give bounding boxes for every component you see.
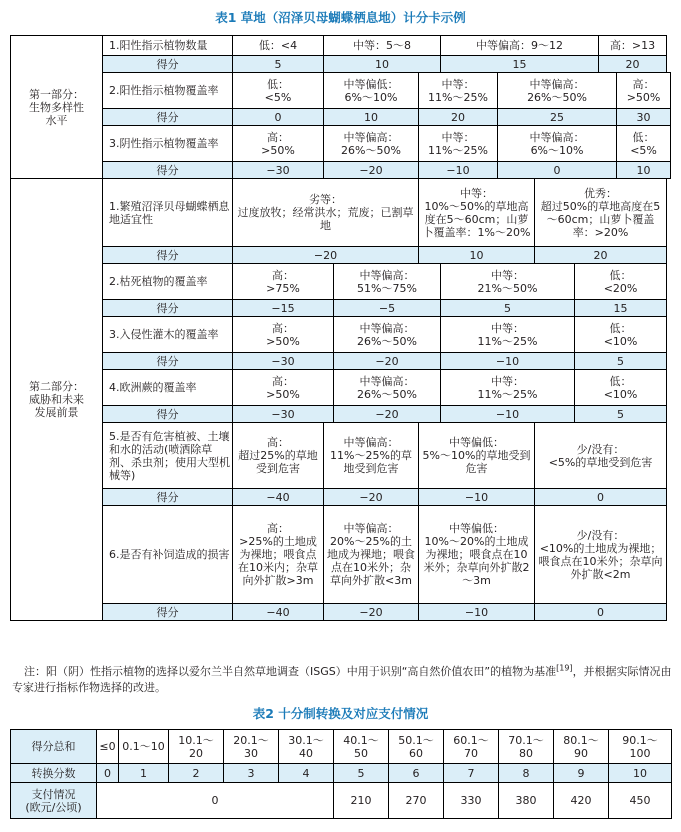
- s1-item3-level: 高： >50%: [233, 126, 324, 162]
- range-cell: 50.1～ 60: [389, 730, 444, 764]
- score-row: [11, 406, 671, 423]
- s2-item5-level: 少/没有： <5%的草地受到危害: [535, 423, 667, 489]
- score-cell: 10: [419, 247, 535, 264]
- score-label: 得分: [103, 56, 233, 73]
- payment-cell: 380: [499, 783, 554, 819]
- score-cell: −20: [233, 247, 419, 264]
- s2-item4-level: 高： >50%: [233, 370, 334, 406]
- score-label: 得分: [103, 489, 233, 506]
- table1-caption: 表1 草地（沼泽贝母蝴蝶栖息地）计分卡示例: [215, 10, 466, 25]
- score-cell: 30: [617, 109, 671, 126]
- score-cell: 0: [535, 604, 667, 621]
- s2-item6-level: 中等偏低： 10%～20%的土地成为裸地；喂食点在10米外；杂草向外扩散2～3m: [419, 506, 535, 604]
- score-row: [11, 56, 671, 73]
- s1-item3-row: [11, 126, 671, 162]
- s2-item3-criterion: 3.入侵性灌木的覆盖率: [103, 317, 233, 353]
- payment-cell: 0: [97, 783, 334, 819]
- score-label: 得分: [103, 604, 233, 621]
- s1-item2-level: 中等偏低： 6%～10%: [324, 73, 419, 109]
- conversion-table: [10, 729, 672, 819]
- score-cell: 5: [233, 56, 324, 73]
- score-cell: 0: [535, 489, 667, 506]
- s2-item1-row: [11, 179, 671, 247]
- s2-item3-level: 中等： 11%～25%: [441, 317, 575, 353]
- s2-item6-level: 中等偏高： 20%～25%的土地成为裸地；喂食点在10米外；杂草向外扩散<3m: [324, 506, 419, 604]
- score-cell: −10: [419, 489, 535, 506]
- s1-item2-level: 低： <5%: [233, 73, 324, 109]
- s2-item1-level: 优秀： 超过50%的草地高度在5～60cm；山萝卜覆盖率：>20%: [535, 179, 667, 247]
- s2-item4-row: [11, 370, 671, 406]
- s1-item2-level: 高： >50%: [617, 73, 671, 109]
- score-cell: 5: [441, 300, 575, 317]
- range-cell: 40.1～ 50: [334, 730, 389, 764]
- s2-item4-level: 低： <10%: [575, 370, 667, 406]
- score-cell: 20: [599, 56, 667, 73]
- score-cell: 0: [233, 109, 324, 126]
- converted-cell: 6: [389, 764, 444, 783]
- payment-cell: 210: [334, 783, 389, 819]
- s1-item1-level: 中等偏高：9～12: [441, 36, 599, 56]
- score-cell: −10: [441, 406, 575, 423]
- range-cell: 80.1～ 90: [554, 730, 609, 764]
- payment-cell: 330: [444, 783, 499, 819]
- score-row: [11, 109, 671, 126]
- payment-row: [11, 783, 672, 819]
- scorecard-table: [10, 35, 671, 621]
- score-label: 得分: [103, 353, 233, 370]
- section1-label: 第一部分： 生物多样性 水平: [11, 36, 103, 179]
- score-cell: −40: [233, 604, 324, 621]
- score-row: [11, 489, 671, 506]
- score-cell: 10: [324, 56, 441, 73]
- range-cell: 20.1～ 30: [224, 730, 279, 764]
- score-cell: −30: [233, 406, 334, 423]
- s1-item3-criterion: 3.阴性指示植物覆盖率: [103, 126, 233, 162]
- range-cell: ≤0: [97, 730, 119, 764]
- converted-cell: 1: [119, 764, 169, 783]
- score-row: [11, 162, 671, 179]
- s2-item1-level: 中等： 10%～50%的草地高度在5～60cm；山萝卜覆盖率：1%～20%: [419, 179, 535, 247]
- range-cell: 70.1～ 80: [499, 730, 554, 764]
- s2-item5-level: 中等偏高： 11%～25%的草地受到危害: [324, 423, 419, 489]
- s2-item2-level: 高： >75%: [233, 264, 334, 300]
- score-cell: −10: [419, 604, 535, 621]
- score-cell: 20: [419, 109, 498, 126]
- score-cell: −40: [233, 489, 324, 506]
- s1-item1-level: 中等：5～8: [324, 36, 441, 56]
- converted-cell: 2: [169, 764, 224, 783]
- score-cell: 0: [498, 162, 617, 179]
- score-row: [11, 300, 671, 317]
- s2-item2-row: [11, 264, 671, 300]
- score-row: [11, 353, 671, 370]
- s2-item4-level: 中等偏高： 26%～50%: [334, 370, 441, 406]
- converted-cell: 0: [97, 764, 119, 783]
- s1-item1-level: 低：<4: [233, 36, 324, 56]
- s2-item3-row: [11, 317, 671, 353]
- score-cell: 5: [575, 406, 667, 423]
- row-label-payment: 支付情况 (欧元/公顷): [11, 783, 97, 819]
- s2-item4-level: 中等： 11%～25%: [441, 370, 575, 406]
- score-label: 得分: [103, 247, 233, 264]
- converted-row: [11, 764, 672, 783]
- converted-cell: 8: [499, 764, 554, 783]
- payment-cell: 450: [609, 783, 672, 819]
- s2-item2-level: 中等偏高： 51%～75%: [334, 264, 441, 300]
- range-cell: 90.1～ 100: [609, 730, 672, 764]
- s1-item3-level: 中等偏高： 26%～50%: [324, 126, 419, 162]
- s2-item2-criterion: 2.枯死植物的覆盖率: [103, 264, 233, 300]
- score-cell: −20: [334, 406, 441, 423]
- converted-cell: 10: [609, 764, 672, 783]
- s2-item5-level: 高： 超过25%的草地受到危害: [233, 423, 324, 489]
- s2-item5-level: 中等偏低： 5%～10%的草地受到危害: [419, 423, 535, 489]
- score-label: 得分: [103, 406, 233, 423]
- converted-cell: 3: [224, 764, 279, 783]
- s2-item4-criterion: 4.欧洲蕨的覆盖率: [103, 370, 233, 406]
- s2-item1-criterion: 1.繁殖沼泽贝母蝴蝶栖息地适宜性: [103, 179, 233, 247]
- score-cell: −5: [334, 300, 441, 317]
- score-label: 得分: [103, 300, 233, 317]
- s2-item1-level: 劣等： 过度放牧；经常洪水；荒废；已割草地: [233, 179, 419, 247]
- row-label-converted: 转换分数: [11, 764, 97, 783]
- payment-cell: 420: [554, 783, 609, 819]
- s1-item2-row: [11, 73, 671, 109]
- range-row: [11, 730, 672, 764]
- score-cell: −30: [233, 162, 324, 179]
- converted-cell: 4: [279, 764, 334, 783]
- score-cell: −30: [233, 353, 334, 370]
- score-cell: −20: [324, 162, 419, 179]
- score-row: [11, 247, 671, 264]
- table1-note: [12, 664, 672, 696]
- score-cell: −20: [334, 353, 441, 370]
- score-cell: −10: [419, 162, 498, 179]
- s2-item2-level: 中等： 21%～50%: [441, 264, 575, 300]
- score-cell: 5: [575, 353, 667, 370]
- payment-cell: 270: [389, 783, 444, 819]
- range-cell: 30.1～ 40: [279, 730, 334, 764]
- note-tail: ，并根据实际情况由专家进行指标作物选择的改进。: [12, 665, 672, 694]
- score-cell: −20: [324, 604, 419, 621]
- s1-item3-level: 低： <5%: [617, 126, 671, 162]
- s2-item6-level: 少/没有： <10%的土地成为裸地；喂食点在10米外；杂草向外扩散<2m: [535, 506, 667, 604]
- score-cell: 15: [441, 56, 599, 73]
- s1-item2-criterion: 2.阳性指示植物覆盖率: [103, 73, 233, 109]
- s1-item1-criterion: 1.阳性指示植物数量: [103, 36, 233, 56]
- s1-item2-level: 中等偏高： 26%～50%: [498, 73, 617, 109]
- score-cell: 15: [575, 300, 667, 317]
- s2-item3-level: 低： <10%: [575, 317, 667, 353]
- converted-cell: 5: [334, 764, 389, 783]
- s2-item5-row: [11, 423, 671, 489]
- s1-item1-row: [11, 36, 671, 56]
- score-label: 得分: [103, 109, 233, 126]
- s2-item6-criterion: 6.是否有补饲造成的损害: [103, 506, 233, 604]
- score-row: [11, 604, 671, 621]
- s2-item6-row: [11, 506, 671, 604]
- s2-item3-level: 中等偏高： 26%～50%: [334, 317, 441, 353]
- s1-item3-level: 中等： 11%～25%: [419, 126, 498, 162]
- converted-cell: 7: [444, 764, 499, 783]
- table2-caption: 表2 十分制转换及对应支付情况: [252, 706, 429, 721]
- s2-item6-level: 高： >25%的土地成为裸地；喂食点在10米内；杂草向外扩散>3m: [233, 506, 324, 604]
- note-reference: [19]: [556, 663, 573, 673]
- s1-item3-level: 中等偏高： 6%～10%: [498, 126, 617, 162]
- s2-item2-level: 低： <20%: [575, 264, 667, 300]
- range-cell: 0.1～10: [119, 730, 169, 764]
- score-cell: −20: [324, 489, 419, 506]
- range-cell: 60.1～ 70: [444, 730, 499, 764]
- s2-item5-criterion: 5.是否有危害植被、土壤和水的活动(喷洒除草剂、杀虫剂；使用大型机械等): [103, 423, 233, 489]
- section2-label: 第二部分： 威胁和未来 发展前景: [11, 179, 103, 621]
- score-cell: 20: [535, 247, 667, 264]
- score-cell: −15: [233, 300, 334, 317]
- score-label: 得分: [103, 162, 233, 179]
- row-label-total: 得分总和: [11, 730, 97, 764]
- note-text: 注：阳（阴）性指示植物的选择以爱尔兰半自然草地调查（ISGS）中用于识别“高自然价值农田”的植物为基准: [24, 665, 557, 678]
- range-cell: 10.1～ 20: [169, 730, 224, 764]
- s2-item3-level: 高： >50%: [233, 317, 334, 353]
- converted-cell: 9: [554, 764, 609, 783]
- score-cell: 10: [324, 109, 419, 126]
- score-cell: 10: [617, 162, 671, 179]
- score-cell: 25: [498, 109, 617, 126]
- score-cell: −10: [441, 353, 575, 370]
- s1-item1-level: 高：>13: [599, 36, 667, 56]
- s1-item2-level: 中等： 11%～25%: [419, 73, 498, 109]
